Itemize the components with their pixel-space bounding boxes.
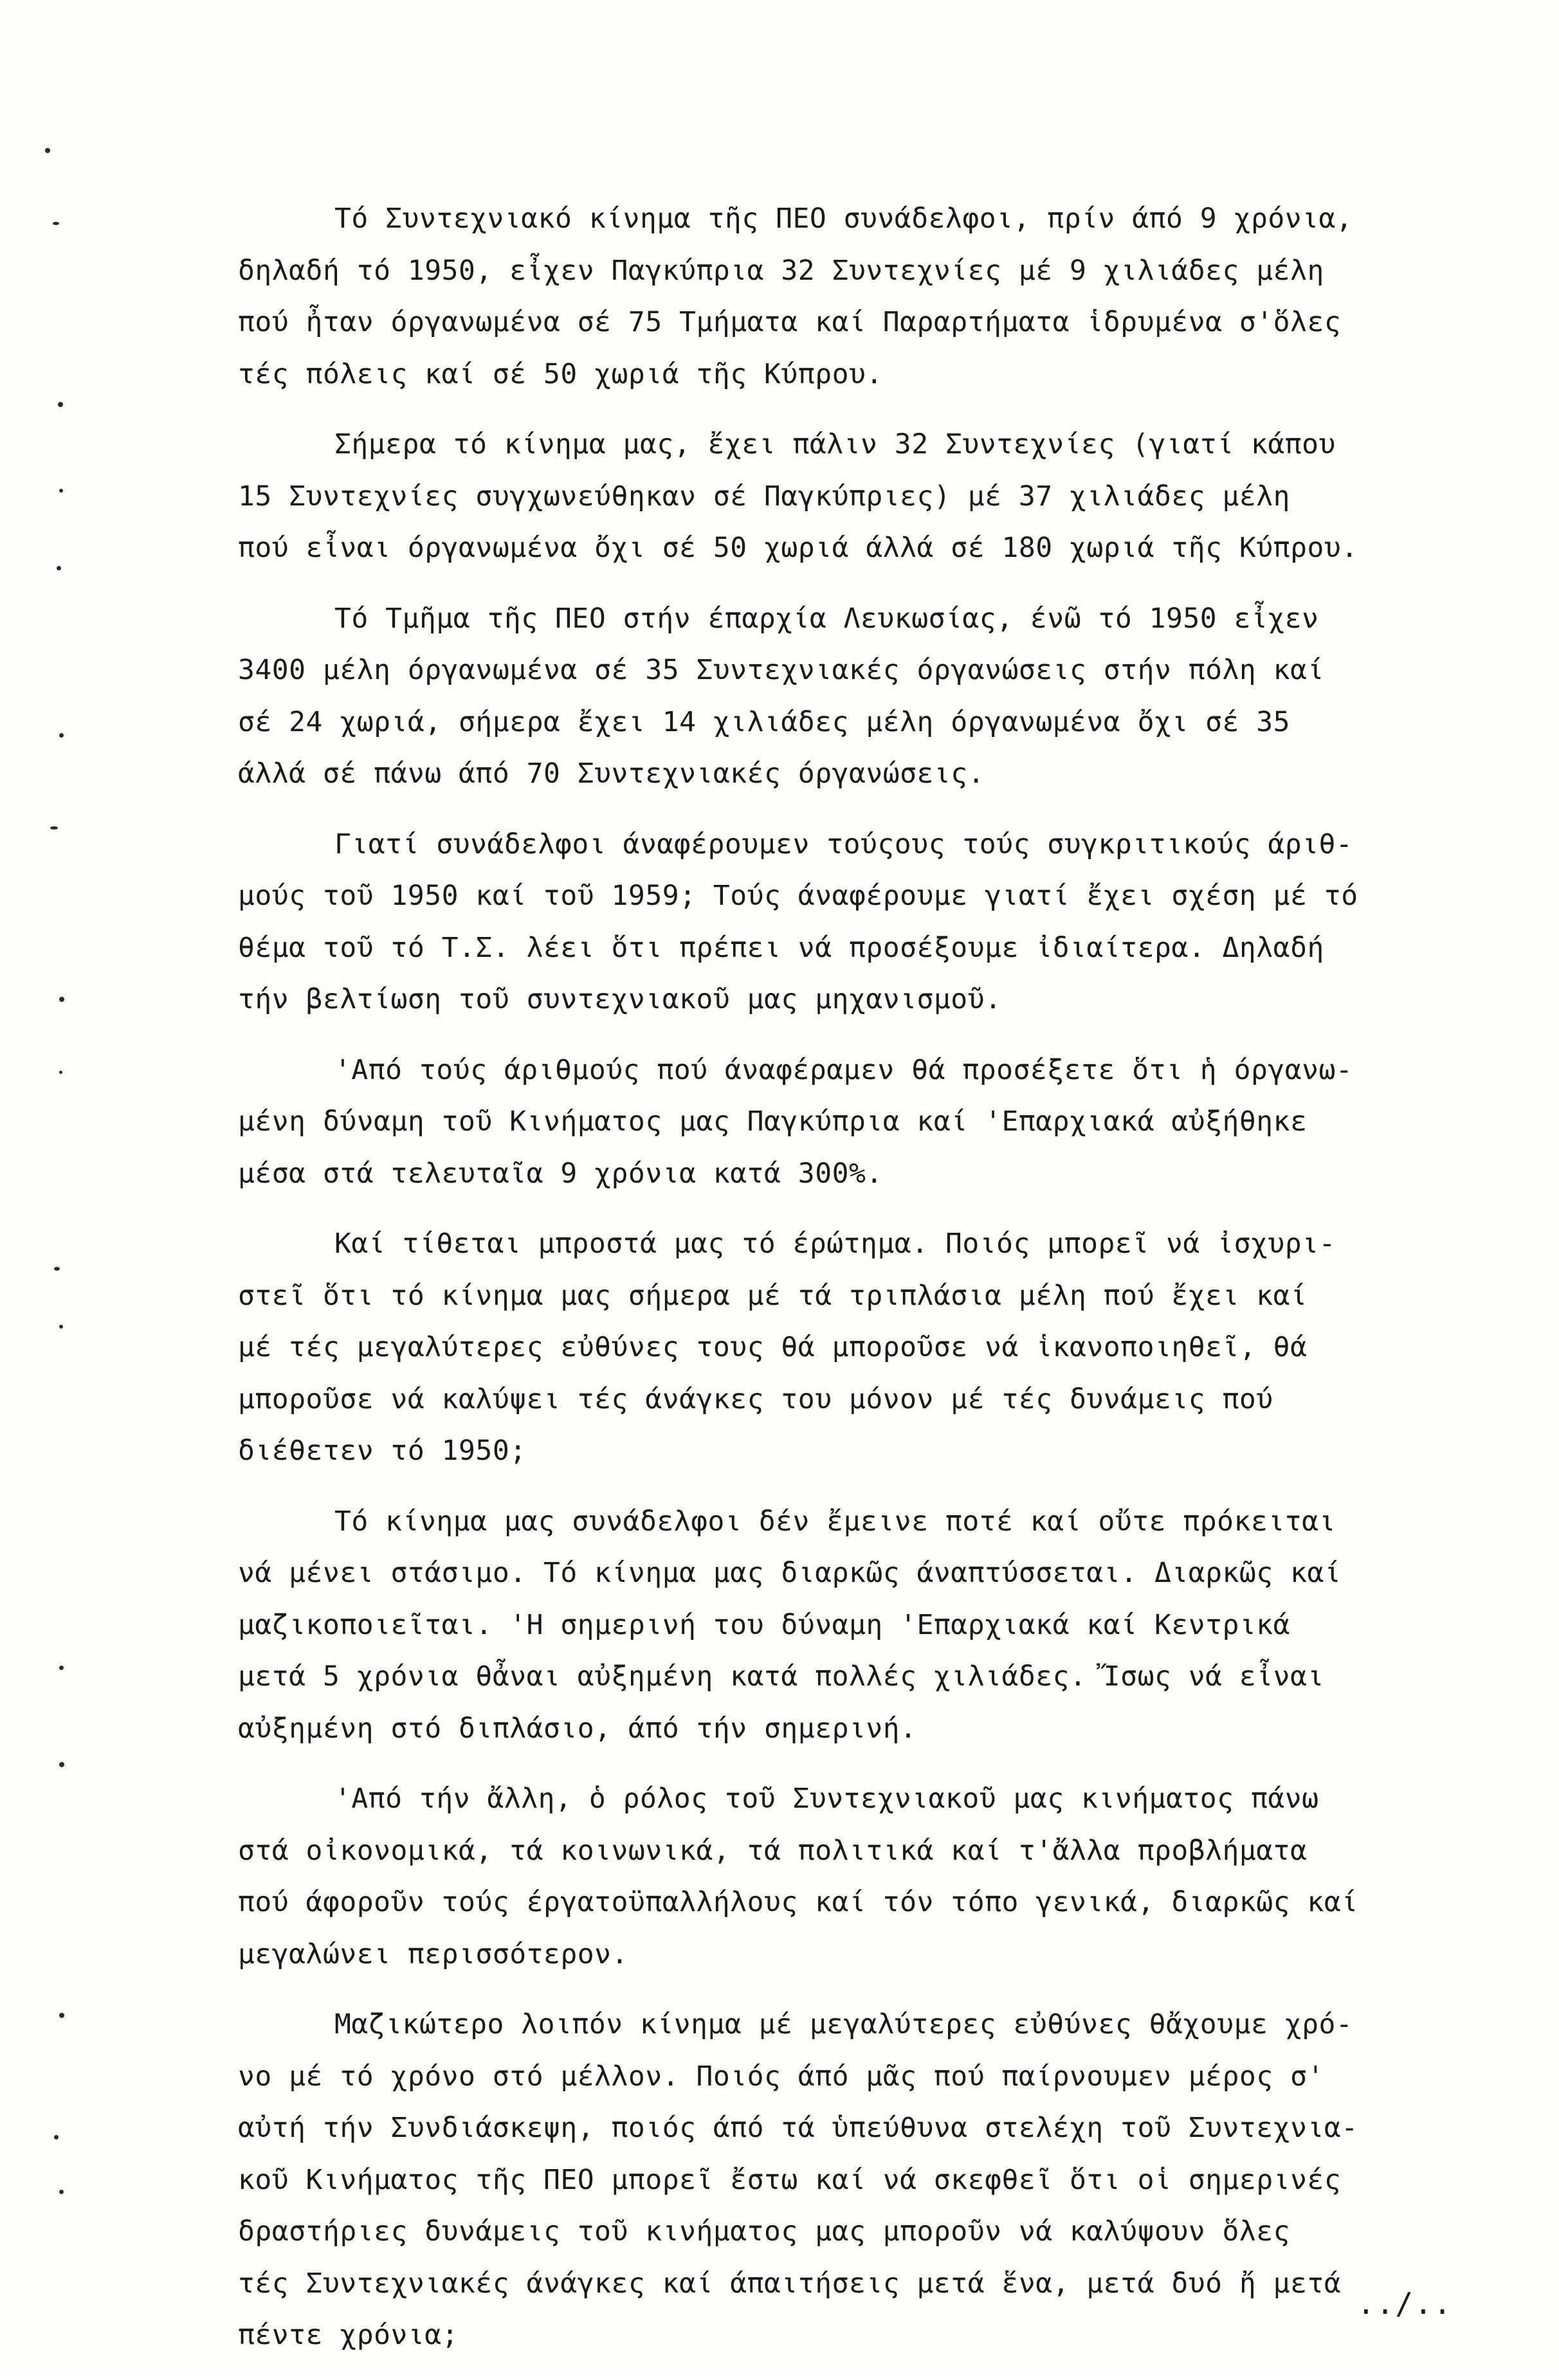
text-line: στεῖ ὅτι τό κίνημα μας σήμερα μέ τά τριπλάσια μέλη πού ἔχει καί bbox=[238, 1279, 1308, 1312]
margin-speck bbox=[59, 997, 64, 1002]
margin-speck bbox=[53, 222, 59, 225]
text-line: Γιατί συνάδελφοι άναφέρουμεν τούςους τούς συγκριτικούς άριθ- bbox=[334, 828, 1353, 860]
margin-speck bbox=[59, 733, 64, 738]
text-line: μέ τές μεγαλύτερες εὐθύνες τους θά μποροῦσε νά ἱκανοποιηθεῖ, θά bbox=[238, 1331, 1308, 1363]
text-line: διέθετεν τό 1950; bbox=[238, 1435, 527, 1467]
text-line: μετά 5 χρόνια θἆναι αὐξημένη κατά πολλές χιλιάδες. Ἴσως νά εἶναι bbox=[238, 1660, 1324, 1693]
text-line: Καί τίθεται μπροστά μας τό έρώτημα. Ποιός μπορεῖ νά ἰσχυρι- bbox=[334, 1228, 1336, 1260]
text-line: μούς τοῦ 1950 καί τοῦ 1959; Τούς άναφέρουμε γιατί ἔχει σχέση μέ τό bbox=[238, 880, 1358, 912]
margin-speck bbox=[59, 1666, 64, 1670]
text-line: αὐτή τήν Συνδιάσκεψη, ποιός άπό τά ὑπεύθυνα στελέχη τοῦ Συντεχνια- bbox=[238, 2112, 1358, 2144]
margin-speck bbox=[59, 489, 63, 493]
text-line: Τό Τμῆμα τῆς ΠΕΟ στήν έπαρχία Λευκωσίας, ένῶ τό 1950 εἶχεν bbox=[334, 602, 1319, 635]
margin-speck bbox=[59, 2190, 64, 2194]
margin-speck bbox=[45, 148, 50, 153]
text-line: άλλά σέ πάνω άπό 70 Συντεχνιακές όργανώσεις. bbox=[238, 758, 985, 790]
margin-speck bbox=[59, 1071, 62, 1074]
text-line: στά οἰκονομικά, τά κοινωνικά, τά πολιτικά καί τ'ἄλλα προβλήματα bbox=[238, 1834, 1308, 1867]
paragraph-3 bbox=[238, 593, 1531, 800]
text-line: κοῦ Κινήματος τῆς ΠΕΟ μπορεῖ ἔστω καί νά σκεφθεῖ ὅτι οἱ σημερινές bbox=[238, 2163, 1342, 2196]
margin-speck bbox=[59, 2013, 64, 2018]
margin-speck bbox=[57, 566, 61, 570]
text-line: μαζικοποιεῖται. 'Η σημερινή του δύναμη 'Επαρχιακά καί Κεντρικά bbox=[238, 1608, 1291, 1641]
margin-speck bbox=[50, 826, 58, 830]
text-line: μποροῦσε νά καλύψει τές άνάγκες του μόνον μέ τές δυνάμεις πού bbox=[238, 1383, 1273, 1415]
document-body bbox=[238, 193, 1531, 2380]
text-line: τήν βελτίωση τοῦ συντεχνιακοῦ μας μηχανισμοῦ. bbox=[238, 983, 1002, 1015]
text-line: 3400 μέλη όργανωμένα σέ 35 Συντεχνιακές όργανώσεις στήν πόλη καί bbox=[238, 654, 1324, 686]
text-line: μένη δύναμη τοῦ Κινήματος μας Παγκύπρια καί 'Επαρχιακά αὐξήθηκε bbox=[238, 1105, 1308, 1138]
margin-speck bbox=[59, 1762, 64, 1767]
text-line: πού ἦταν όργανωμένα σέ 75 Τμήματα καί Παραρτήματα ἱδρυμένα σ'ὅλες bbox=[238, 306, 1342, 338]
text-line: Μαζικώτερο λοιπόν κίνημα μέ μεγαλύτερες εὐθύνες θἄχουμε χρό- bbox=[334, 2008, 1353, 2040]
text-line: σέ 24 χωριά, σήμερα ἔχει 14 χιλιάδες μέλη όργανωμένα ὄχι σέ 35 bbox=[238, 705, 1291, 738]
text-line: θέμα τοῦ τό Τ.Σ. λέει ὅτι πρέπει νά προσέξουμε ἰδιαίτερα. Δηλαδή bbox=[238, 931, 1324, 964]
text-line: μέσα στά τελευταῖα 9 χρόνια κατά 300%. bbox=[238, 1157, 883, 1190]
paragraph-8 bbox=[238, 1773, 1531, 1980]
text-line: πού εἶναι όργανωμένα ὄχι σέ 50 χωριά άλλά σέ 180 χωριά τῆς Κύπρου. bbox=[238, 532, 1358, 564]
paragraph-6 bbox=[238, 1218, 1531, 1477]
paragraph-2 bbox=[238, 419, 1531, 574]
paragraph-9 bbox=[238, 1999, 1531, 2361]
margin-speck bbox=[54, 1267, 60, 1271]
paragraph-1 bbox=[238, 193, 1531, 400]
margin-speck bbox=[58, 402, 63, 407]
text-line: μεγαλώνει περισσότερον. bbox=[238, 1938, 628, 1970]
paragraph-4 bbox=[238, 819, 1531, 1026]
continuation-mark: ../.. bbox=[1357, 2286, 1453, 2321]
text-line: πέντε χρόνια; bbox=[238, 2319, 459, 2351]
text-line: Τό Συντεχνιακό κίνημα τῆς ΠΕΟ συνάδελφοι, πρίν άπό 9 χρόνια, bbox=[334, 203, 1353, 235]
text-line: δραστήριες δυνάμεις τοῦ κινήματος μας μποροῦν νά καλύψουν ὅλες bbox=[238, 2215, 1291, 2248]
text-line: 'Από τήν ἄλλη, ὁ ρόλος τοῦ Συντεχνιακοῦ μας κινήματος πάνω bbox=[334, 1783, 1319, 1815]
paragraph-5 bbox=[238, 1044, 1531, 1200]
text-line: Τό κίνημα μας συνάδελφοι δέν ἔμεινε ποτέ καί οὔτε πρόκειται bbox=[334, 1505, 1336, 1538]
text-line: Σήμερα τό κίνημα μας, ἔχει πάλιν 32 Συντεχνίες (γιατί κάπου bbox=[334, 428, 1336, 460]
text-line: νά μένει στάσιμο. Τό κίνημα μας διαρκῶς άναπτύσσεται. Διαρκῶς καί bbox=[238, 1557, 1342, 1589]
text-line: δηλαδή τό 1950, εἶχεν Παγκύπρια 32 Συντεχνίες μέ 9 χιλιάδες μέλη bbox=[238, 254, 1324, 287]
paragraph-7 bbox=[238, 1496, 1531, 1755]
text-line: αὐξημένη στό διπλάσιο, άπό τήν σημερινή. bbox=[238, 1712, 917, 1745]
text-line: πού άφοροῦν τούς έργατοϋπαλλήλους καί τόν τόπο γενικά, διαρκῶς καί bbox=[238, 1886, 1358, 1918]
text-line: 'Από τούς άριθμούς πού άναφέραμεν θά προσέξετε ὅτι ἡ όργανω- bbox=[334, 1053, 1353, 1086]
text-line: τές πόλεις καί σέ 50 χωριά τῆς Κύπρου. bbox=[238, 358, 883, 390]
text-line: 15 Συντεχνίες συγχωνεύθηκαν σέ Παγκύπριες) μέ 37 χιλιάδες μέλη bbox=[238, 480, 1291, 513]
text-line: νο μέ τό χρόνο στό μέλλον. Ποιός άπό μᾶς πού παίρνουμεν μέρος σ' bbox=[238, 2060, 1324, 2093]
text-line: τές Συντεχνιακές άνάγκες καί άπαιτήσεις μετά ἕνα, μετά δυό ἤ μετά bbox=[238, 2267, 1342, 2300]
margin-speck bbox=[59, 1325, 63, 1329]
margin-speck bbox=[54, 2135, 59, 2139]
